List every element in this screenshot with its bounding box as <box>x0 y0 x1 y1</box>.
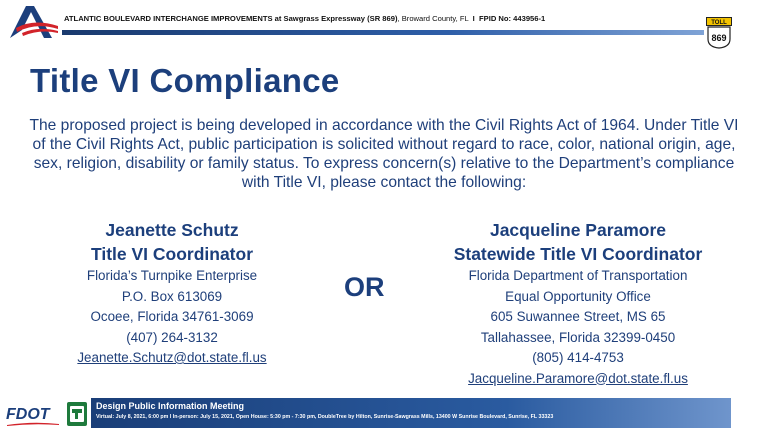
slide-title: Title VI Compliance <box>30 62 340 99</box>
turnpike-a-logo-icon <box>8 4 60 38</box>
project-header-text <box>64 14 545 23</box>
header-rule <box>62 30 704 35</box>
toll-badge-top: TOLL <box>711 20 727 26</box>
fdot-swoosh-icon <box>7 422 59 426</box>
header-separator: I <box>472 14 475 23</box>
contact-phone: (407) 264-3132 <box>126 329 218 345</box>
contact-phone: (805) 414-4753 <box>532 350 624 365</box>
meeting-details: Virtual: July 8, 2021, 6:00 pm I In-person: July 15, 2021, Open House: 5:30 pm - 7:30 pm, DoubleTree by Hilton, Sunrise-Sawgrass Mills, 13400 W Sunrise Boulevard, Sunrise, FL 33323 <box>96 414 554 420</box>
contact-po-box: P.O. Box 613069 <box>121 288 223 304</box>
contact-card-left <box>52 218 292 369</box>
contact-organization: Florida Department of Transportation <box>468 268 688 283</box>
compliance-statement: The proposed project is being developed in accordance with the Civil Rights Act of 1964. Under Title VI of the Civil Rights Act, public participation is solicited without regard to race, color, national origin, age, sex, religion, disability or family status. To express concern(s) relative to the Department’s compliance with Title VI, please contact the following: <box>29 117 739 191</box>
or-divider: OR <box>344 272 385 302</box>
contact-name: Jacqueline Paramore <box>489 220 667 240</box>
project-location: , Broward County, FL <box>397 14 469 23</box>
slide-header <box>0 0 768 46</box>
toll-869-shield-icon <box>706 17 732 49</box>
meeting-title: Design Public Information Meeting <box>96 401 245 411</box>
florida-turnpike-logo-icon <box>67 402 87 426</box>
contact-city: Ocoee, Florida 34761-3069 <box>90 309 254 324</box>
meeting-info-bar <box>91 398 731 428</box>
contact-street: 605 Suwannee Street, MS 65 <box>490 309 666 324</box>
contact-role: Title VI Coordinator <box>90 244 254 264</box>
contact-role: Statewide Title VI Coordinator <box>453 244 703 264</box>
contact-email-link[interactable]: Jeanette.Schutz@dot.state.fl.us <box>77 350 267 365</box>
contact-name: Jeanette Schutz <box>105 220 239 240</box>
slide-footer <box>0 396 768 432</box>
contact-card-right <box>418 218 738 389</box>
project-title: ATLANTIC BOULEVARD INTERCHANGE IMPROVEMENTS at Sawgrass Expressway (SR 869) <box>64 14 398 23</box>
contact-email-link[interactable]: Jacqueline.Paramore@dot.state.fl.us <box>468 370 688 386</box>
contact-city: Tallahassee, Florida 32399-0450 <box>480 329 676 345</box>
fpid-number: FPID No: 443956-1 <box>479 14 546 23</box>
fdot-logo: FDOT <box>6 406 50 423</box>
contact-organization: Florida’s Turnpike Enterprise <box>86 268 258 283</box>
toll-badge-number: 869 <box>711 33 727 43</box>
contact-office: Equal Opportunity Office <box>505 288 651 304</box>
